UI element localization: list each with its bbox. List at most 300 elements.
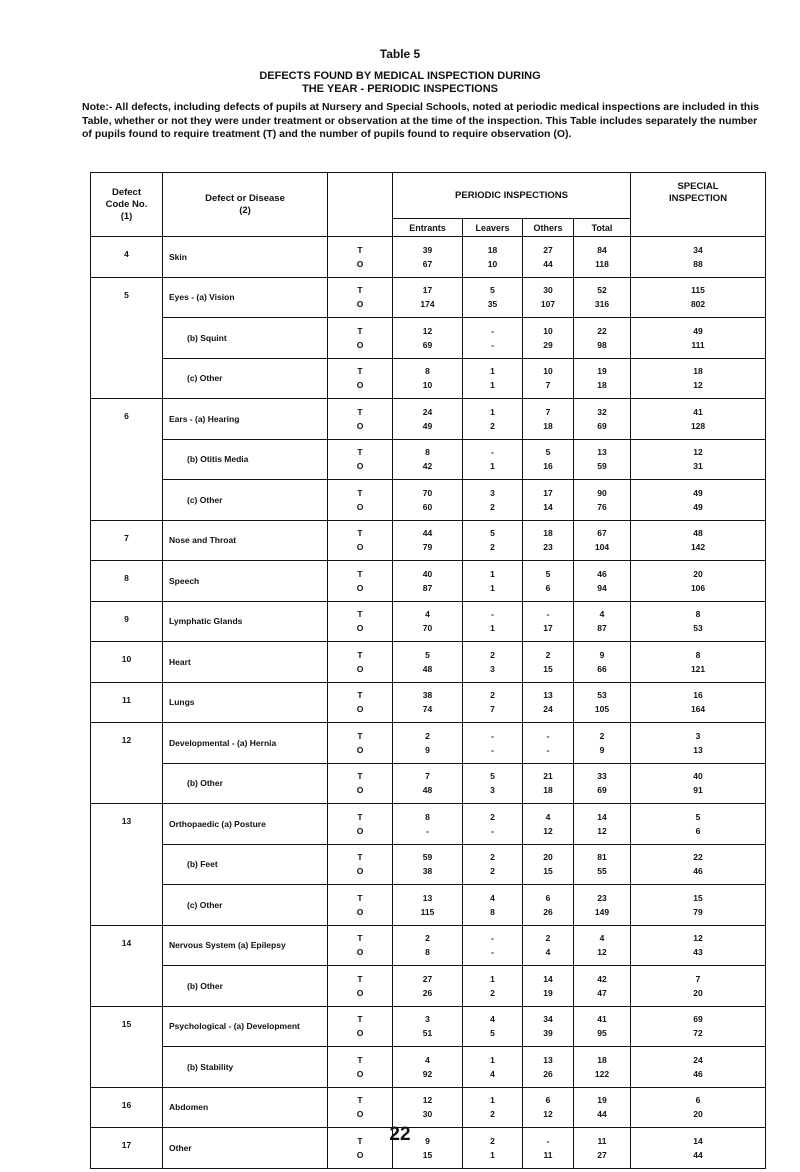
value-treatment: 5 [545, 447, 551, 458]
cell-leavers [463, 844, 523, 885]
value-treatment: 2 [425, 933, 430, 944]
table-heading [0, 70, 800, 96]
value-treatment: 20 [693, 568, 703, 579]
o-label: O [356, 1149, 364, 1160]
cell-leavers [463, 399, 523, 440]
value-observation: 1 [490, 582, 495, 593]
value-observation: 2 [490, 542, 495, 553]
value-observation: 14 [543, 501, 553, 512]
value-treatment: 1 [490, 366, 495, 377]
value-treatment: 13 [422, 892, 433, 903]
defect-code: 12 [91, 723, 163, 804]
table-row [91, 804, 766, 845]
value-treatment: - [491, 447, 494, 458]
defect-name: Ears - (a) Hearing [163, 399, 328, 440]
value-observation: 48 [422, 663, 433, 674]
value-observation: 6 [695, 825, 701, 836]
cell-others [523, 682, 574, 723]
value-observation: 2 [490, 987, 495, 998]
cell-leavers [463, 480, 523, 521]
value-treatment: 18 [597, 1054, 607, 1065]
value-observation: 17 [543, 623, 553, 634]
defect-code: 15 [91, 1006, 163, 1087]
value-treatment: 2 [545, 933, 551, 944]
value-observation: 18 [543, 420, 553, 431]
value-observation: 74 [422, 704, 433, 715]
value-treatment: 15 [693, 892, 703, 903]
value-observation: 149 [594, 906, 610, 917]
cell-special [631, 682, 766, 723]
value-treatment: 1 [490, 568, 495, 579]
value-observation: 91 [693, 785, 703, 796]
value-treatment: 1 [490, 973, 495, 984]
defect-name: Other [163, 1128, 328, 1169]
defect-name: (c) Other [163, 358, 328, 399]
defect-name: Lymphatic Glands [163, 601, 328, 642]
header-total: Total [574, 219, 631, 237]
header-special-label: SPECIAL INSPECTION [669, 181, 728, 204]
cell-leavers [463, 601, 523, 642]
t-label: T [357, 568, 363, 579]
o-label: O [356, 1109, 364, 1120]
value-treatment: 32 [597, 406, 607, 417]
value-treatment: 5 [545, 568, 551, 579]
value-treatment: - [491, 933, 494, 944]
cell-special [631, 844, 766, 885]
o-label: O [356, 623, 364, 634]
cell-entrants [393, 520, 463, 561]
value-observation: 46 [693, 1068, 703, 1079]
cell-total [574, 561, 631, 602]
t-label: T [357, 1054, 363, 1065]
cell-total [574, 399, 631, 440]
value-treatment: 21 [543, 771, 553, 782]
value-treatment: 38 [422, 690, 433, 701]
defect-code: 5 [91, 277, 163, 399]
cell-others [523, 1006, 574, 1047]
value-treatment: 49 [693, 487, 703, 498]
table-row [91, 763, 766, 804]
t-label: T [357, 244, 363, 255]
value-observation: 69 [422, 339, 433, 350]
value-observation: - [491, 339, 494, 350]
value-treatment: 2 [545, 649, 551, 660]
value-observation: 18 [543, 785, 553, 796]
value-observation: 16 [543, 461, 553, 472]
value-observation: 1 [490, 380, 495, 391]
value-treatment: 9 [425, 1135, 430, 1146]
t-o-labels [328, 318, 393, 359]
value-treatment: 4 [599, 609, 605, 620]
value-observation: 106 [690, 582, 706, 593]
value-treatment: 3 [425, 1014, 430, 1025]
cell-special [631, 642, 766, 683]
o-label: O [356, 339, 364, 350]
value-observation: 12 [543, 1109, 553, 1120]
value-treatment: 7 [695, 973, 701, 984]
value-observation: 79 [422, 542, 433, 553]
value-treatment: 33 [597, 771, 607, 782]
cell-total [574, 358, 631, 399]
t-o-labels [328, 277, 393, 318]
value-observation: 49 [693, 501, 703, 512]
defect-name: (c) Other [163, 480, 328, 521]
header-defect [163, 173, 328, 237]
header-to [328, 173, 393, 237]
value-treatment: 42 [597, 973, 607, 984]
value-treatment: - [491, 325, 494, 336]
cell-total [574, 804, 631, 845]
value-treatment: 8 [425, 447, 430, 458]
cell-total [574, 318, 631, 359]
value-treatment: 6 [695, 1095, 701, 1106]
defect-code: 13 [91, 804, 163, 926]
heading-line-1: DEFECTS FOUND BY MEDICAL INSPECTION DURING [259, 70, 541, 82]
value-treatment: 67 [597, 528, 607, 539]
value-treatment: 12 [693, 447, 703, 458]
value-treatment: 9 [599, 649, 605, 660]
cell-entrants [393, 885, 463, 926]
value-observation: 118 [595, 258, 609, 269]
table-row [91, 966, 766, 1007]
value-observation: 66 [597, 663, 607, 674]
value-treatment: 17 [543, 487, 553, 498]
cell-total [574, 966, 631, 1007]
value-treatment: - [546, 1135, 550, 1146]
value-treatment: 46 [597, 568, 607, 579]
value-treatment: 41 [597, 1014, 607, 1025]
t-label: T [357, 528, 363, 539]
cell-special [631, 480, 766, 521]
value-treatment: 49 [693, 325, 703, 336]
cell-others [523, 804, 574, 845]
value-treatment: 22 [693, 852, 703, 863]
defect-code: 16 [91, 1087, 163, 1128]
value-treatment: 2 [490, 852, 495, 863]
value-observation: 26 [543, 906, 553, 917]
o-label: O [356, 461, 364, 472]
value-observation: 35 [487, 299, 498, 310]
cell-others [523, 763, 574, 804]
cell-special [631, 520, 766, 561]
value-observation: 15 [543, 866, 553, 877]
defect-code: 14 [91, 925, 163, 1006]
value-treatment: 5 [490, 771, 495, 782]
value-treatment: 4 [490, 892, 495, 903]
value-observation: 164 [690, 704, 706, 715]
table-row [91, 1006, 766, 1047]
defect-name: Skin [163, 237, 328, 278]
cell-total [574, 1047, 631, 1088]
value-observation: 39 [543, 1028, 553, 1039]
value-observation: 51 [422, 1028, 433, 1039]
value-observation: 12 [597, 825, 607, 836]
cell-total [574, 723, 631, 764]
value-observation: 92 [422, 1068, 433, 1079]
value-observation: 802 [690, 299, 706, 310]
value-treatment: 8 [425, 811, 430, 822]
t-o-labels [328, 642, 393, 683]
t-label: T [357, 771, 363, 782]
cell-entrants [393, 844, 463, 885]
value-observation: 94 [597, 582, 607, 593]
cell-others [523, 1087, 574, 1128]
t-o-labels [328, 844, 393, 885]
header-leavers: Leavers [463, 219, 523, 237]
t-o-labels [328, 520, 393, 561]
value-treatment: 41 [693, 406, 703, 417]
value-treatment: 5 [695, 811, 701, 822]
value-observation: 72 [693, 1028, 703, 1039]
cell-leavers [463, 723, 523, 764]
cell-total [574, 885, 631, 926]
cell-entrants [393, 399, 463, 440]
header-others: Others [523, 219, 574, 237]
cell-leavers [463, 885, 523, 926]
value-treatment: 69 [693, 1014, 703, 1025]
value-treatment: 27 [543, 244, 553, 255]
o-label: O [356, 744, 364, 755]
cell-others [523, 358, 574, 399]
value-treatment: 7 [545, 406, 551, 417]
t-label: T [357, 447, 363, 458]
cell-total [574, 1006, 631, 1047]
value-treatment: 3 [490, 487, 495, 498]
value-observation: 20 [693, 987, 703, 998]
cell-others [523, 966, 574, 1007]
t-o-labels [328, 763, 393, 804]
value-treatment: 24 [422, 406, 433, 417]
cell-entrants [393, 1087, 463, 1128]
defect-name: Nervous System (a) Epilepsy [163, 925, 328, 966]
value-observation: 2 [490, 866, 495, 877]
value-treatment: 4 [425, 1054, 430, 1065]
value-observation: 3 [490, 663, 495, 674]
t-label: T [357, 487, 363, 498]
t-o-labels [328, 1006, 393, 1047]
t-o-labels [328, 439, 393, 480]
value-treatment: 10 [543, 366, 553, 377]
cell-total [574, 601, 631, 642]
value-observation: 12 [543, 825, 553, 836]
cell-others [523, 885, 574, 926]
table-row [91, 237, 766, 278]
value-observation: 59 [597, 461, 607, 472]
value-observation: 15 [422, 1149, 433, 1160]
value-observation: 107 [540, 299, 556, 310]
cell-leavers [463, 804, 523, 845]
defect-name: Nose and Throat [163, 520, 328, 561]
defect-code: 10 [91, 642, 163, 683]
value-observation: 11 [543, 1149, 553, 1160]
o-label: O [356, 582, 364, 593]
value-observation: 44 [693, 1149, 703, 1160]
table-row [91, 277, 766, 318]
value-treatment: 2 [490, 690, 495, 701]
value-observation: 10 [422, 380, 433, 391]
cell-others [523, 925, 574, 966]
cell-entrants [393, 561, 463, 602]
table-row [91, 561, 766, 602]
value-observation: 98 [597, 339, 607, 350]
cell-entrants [393, 480, 463, 521]
value-observation: 1 [490, 461, 495, 472]
value-observation: 49 [422, 420, 433, 431]
t-label: T [357, 933, 363, 944]
cell-others [523, 844, 574, 885]
value-treatment: 2 [490, 1135, 495, 1146]
cell-special [631, 318, 766, 359]
o-label: O [356, 866, 364, 877]
cell-leavers [463, 1047, 523, 1088]
value-observation: 4 [490, 1068, 495, 1079]
value-treatment: 2 [490, 649, 495, 660]
t-o-labels [328, 925, 393, 966]
cell-total [574, 925, 631, 966]
cell-total [574, 642, 631, 683]
value-observation: 6 [545, 582, 551, 593]
cell-entrants [393, 723, 463, 764]
t-label: T [357, 609, 363, 620]
cell-entrants [393, 601, 463, 642]
value-treatment: 70 [422, 487, 433, 498]
cell-others [523, 520, 574, 561]
cell-total [574, 277, 631, 318]
cell-special [631, 1006, 766, 1047]
t-label: T [357, 811, 363, 822]
value-observation: - [491, 947, 494, 958]
t-label: T [357, 366, 363, 377]
value-observation: 8 [425, 947, 430, 958]
cell-leavers [463, 358, 523, 399]
o-label: O [356, 663, 364, 674]
o-label: O [356, 704, 364, 715]
value-treatment: 1 [490, 1095, 495, 1106]
value-treatment: 11 [597, 1135, 607, 1146]
cell-special [631, 237, 766, 278]
header-code [91, 173, 163, 237]
value-observation: 53 [693, 623, 703, 634]
t-label: T [357, 852, 363, 863]
value-observation: 44 [597, 1109, 607, 1120]
value-observation: 9 [425, 744, 430, 755]
value-treatment: 23 [597, 892, 607, 903]
cell-total [574, 439, 631, 480]
value-observation: - [426, 825, 429, 836]
value-treatment: 5 [425, 649, 430, 660]
value-treatment: 81 [597, 852, 607, 863]
value-treatment: 19 [597, 366, 607, 377]
defect-name: (b) Feet [163, 844, 328, 885]
table-row [91, 480, 766, 521]
defect-code: 9 [91, 601, 163, 642]
t-label: T [357, 649, 363, 660]
value-observation: 79 [693, 906, 703, 917]
header-code-num: (1) [120, 210, 133, 222]
value-observation: 48 [422, 785, 433, 796]
value-observation: 4 [545, 947, 551, 958]
t-label: T [357, 892, 363, 903]
o-label: O [356, 987, 364, 998]
cell-others [523, 1047, 574, 1088]
value-treatment: 14 [693, 1135, 703, 1146]
header-entrants: Entrants [393, 219, 463, 237]
defect-name: Psychological - (a) Development [163, 1006, 328, 1047]
value-treatment: 12 [693, 933, 703, 944]
value-treatment: 7 [425, 771, 430, 782]
value-treatment: 13 [597, 447, 607, 458]
defect-name: Abdomen [163, 1087, 328, 1128]
t-o-labels [328, 601, 393, 642]
o-label: O [356, 785, 364, 796]
o-label: O [356, 501, 364, 512]
value-observation: 20 [693, 1109, 703, 1120]
cell-leavers [463, 237, 523, 278]
cell-special [631, 601, 766, 642]
value-observation: 87 [422, 582, 433, 593]
cell-entrants [393, 763, 463, 804]
cell-special [631, 277, 766, 318]
value-treatment: 5 [490, 528, 495, 539]
page-number: 22 [389, 1124, 411, 1145]
value-observation: 27 [597, 1149, 607, 1160]
defect-name: (b) Otitis Media [163, 439, 328, 480]
table-row [91, 885, 766, 926]
value-treatment: 52 [597, 285, 607, 296]
value-observation: 26 [543, 1068, 553, 1079]
value-treatment: 14 [597, 811, 607, 822]
value-observation: 24 [543, 704, 553, 715]
value-treatment: 8 [695, 609, 701, 620]
cell-entrants [393, 925, 463, 966]
cell-leavers [463, 763, 523, 804]
value-observation: 19 [543, 987, 553, 998]
table-row [91, 1047, 766, 1088]
value-observation: 46 [693, 866, 703, 877]
defect-name: (c) Other [163, 885, 328, 926]
value-observation: 30 [422, 1109, 433, 1120]
cell-leavers [463, 439, 523, 480]
cell-others [523, 318, 574, 359]
table-row [91, 925, 766, 966]
cell-total [574, 682, 631, 723]
defect-name: Lungs [163, 682, 328, 723]
value-treatment: 1 [490, 1054, 495, 1065]
value-treatment: 59 [422, 852, 433, 863]
value-observation: 26 [422, 987, 433, 998]
value-treatment: 5 [490, 285, 495, 296]
cell-others [523, 723, 574, 764]
value-treatment: 8 [425, 366, 430, 377]
value-observation: 76 [597, 501, 607, 512]
value-treatment: 16 [693, 690, 703, 701]
value-treatment: 39 [422, 244, 433, 255]
cell-special [631, 399, 766, 440]
cell-others [523, 561, 574, 602]
t-label: T [357, 973, 363, 984]
value-observation: 69 [597, 785, 607, 796]
o-label: O [356, 299, 364, 310]
table-row [91, 520, 766, 561]
t-label: T [357, 325, 363, 336]
value-treatment: 6 [545, 1095, 551, 1106]
cell-special [631, 1047, 766, 1088]
value-observation: 115 [420, 906, 435, 917]
table-row [91, 642, 766, 683]
value-observation: 105 [594, 704, 610, 715]
cell-special [631, 925, 766, 966]
value-treatment: - [546, 730, 550, 741]
